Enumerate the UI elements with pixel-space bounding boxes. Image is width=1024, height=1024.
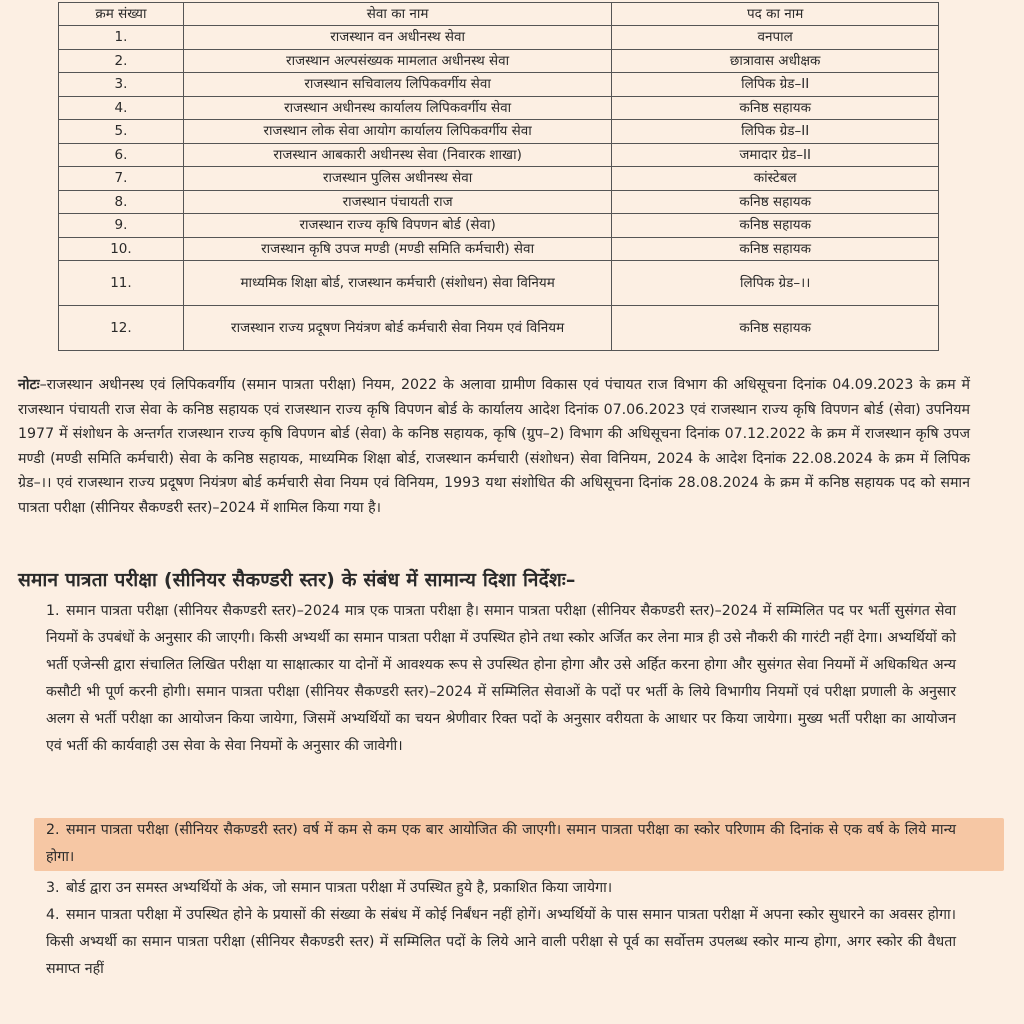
- cell-service: माध्यमिक शिक्षा बोर्ड, राजस्थान कर्मचारी (संशोधन) सेवा विनियम: [183, 261, 611, 306]
- cell-post: कनिष्ठ सहायक: [612, 214, 939, 238]
- note-text: –राजस्थान अधीनस्थ एवं लिपिकवर्गीय (समान पात्रता परीक्षा) नियम, 2022 के अलावा ग्रामीण विकास एवं पंचायत राज विभाग की अधिसूचना दिनांक 04.09.2023 के क्रम में राजस्थान पंचायती राज सेवा के कनिष्ठ सहायक एवं राजस्थान राज्य कृषि विपणन बोर्ड के कार्यालय आदेश दिनांक 07.06.2023 एवं राजस्थान राज्य कृषि विपणन बोर्ड (सेवा) उपनियम 1977 में संशोधन के अन्तर्गत राजस्थान राज्य कृषि विपणन बोर्ड (सेवा) के कनिष्ठ सहायक, कृषि (ग्रुप–2) विभाग की अधिसूचना दिनांक 07.12.2022 के क्रम में राजस्थान कृषि उपज मण्डी (मण्डी समिति कर्मचारी) सेवा के कनिष्ठ सहायक, माध्यमिक शिक्षा बोर्ड, राजस्थान कर्मचारी (संशोधन) सेवा विनियम, 2024 के आदेश दिनांक 22.08.2024 के क्रम में लिपिक ग्रेड–।। एवं राजस्थान राज्य प्रदूषण नियंत्रण बोर्ड कर्मचारी सेवा नियम एवं विनियम, 1993 यथा संशोधित की अधिसूचना दिनांक 28.08.2024 के क्रम में कनिष्ठ सहायक पद को समान पात्रता परीक्षा (सीनियर सैकण्डरी स्तर)–2024 में शामिल किया गया है।: [18, 377, 970, 516]
- cell-post: कनिष्ठ सहायक: [612, 96, 939, 120]
- table-row: [59, 261, 939, 306]
- cell-service: राजस्थान पंचायती राज: [183, 190, 611, 214]
- cell-service: राजस्थान राज्य प्रदूषण नियंत्रण बोर्ड कर्मचारी सेवा नियम एवं विनियम: [183, 306, 611, 351]
- table-row: [59, 190, 939, 214]
- header-service-name: सेवा का नाम: [183, 3, 611, 26]
- cell-post: कनिष्ठ सहायक: [612, 306, 939, 351]
- note-paragraph: [18, 373, 970, 520]
- item-number: 1.: [46, 603, 60, 619]
- item-number: 4.: [46, 907, 60, 923]
- table-row: [59, 73, 939, 97]
- item-number: 2.: [46, 822, 60, 838]
- cell-service: राजस्थान वन अधीनस्थ सेवा: [183, 26, 611, 50]
- cell-serial: 12.: [59, 306, 184, 351]
- table-row: [59, 120, 939, 144]
- header-post-name: पद का नाम: [612, 3, 939, 26]
- cell-service: राजस्थान अल्पसंख्यक मामलात अधीनस्थ सेवा: [183, 49, 611, 73]
- cell-serial: 7.: [59, 167, 184, 191]
- table-row: [59, 237, 939, 261]
- cell-serial: 4.: [59, 96, 184, 120]
- cell-serial: 11.: [59, 261, 184, 306]
- cell-service: राजस्थान कृषि उपज मण्डी (मण्डी समिति कर्मचारी) सेवा: [183, 237, 611, 261]
- services-table: [58, 2, 939, 351]
- table-row: [59, 306, 939, 351]
- header-serial: क्रम संख्या: [59, 3, 184, 26]
- table-row: [59, 49, 939, 73]
- guideline-item-4: [46, 902, 956, 983]
- cell-post: लिपिक ग्रेड–II: [612, 120, 939, 144]
- cell-serial: 5.: [59, 120, 184, 144]
- item-text: बोर्ड द्वारा उन समस्त अभ्यर्थियों के अंक, जो समान पात्रता परीक्षा में उपस्थित हुये है, प्रकाशित किया जायेगा।: [66, 880, 613, 896]
- table-header-row: [59, 3, 939, 26]
- cell-serial: 9.: [59, 214, 184, 238]
- cell-post: कांस्टेबल: [612, 167, 939, 191]
- item-text: समान पात्रता परीक्षा (सीनियर सैकण्डरी स्तर)–2024 मात्र एक पात्रता परीक्षा है। समान पात्रता परीक्षा (सीनियर सैकण्डरी स्तर)–2024 में सम्मिलित पद पर भर्ती सुसंगत सेवा नियमों के उपबंधों के अनुसार की जाएगी। किसी अभ्यर्थी का समान पात्रता परीक्षा में उपस्थित होने तथा स्कोर अर्जित कर लेना मात्र ही उसे नौकरी की गारंटी नहीं देगा। अभ्यर्थियों को भर्ती एजेन्सी द्वारा संचालित लिखित परीक्षा या साक्षात्कार या दोनों में आवश्यक रूप से उपस्थित होना होगा और उसे अर्हित करना होगा और सुसंगत सेवा नियमों में अधिकथित अन्य कसौटी भी पूर्ण करनी होगी। समान पात्रता परीक्षा (सीनियर सैकण्डरी स्तर)–2024 में सम्मिलित सेवाओं के पदों पर भर्ती के लिये विभागीय नियमों एवं परीक्षा प्रणाली के अनुसार अलग से भर्ती परीक्षा का आयोजन किया जायेगा, जिसमें अभ्यर्थियों का चयन श्रेणीवार रिक्त पदों के अनुसार वरीयता के आधार पर किया जायेगा। मुख्य भर्ती परीक्षा का आयोजन एवं भर्ती की कार्यवाही उस सेवा के सेवा नियमों के अनुसार की जावेगी।: [46, 603, 956, 754]
- cell-serial: 10.: [59, 237, 184, 261]
- cell-post: कनिष्ठ सहायक: [612, 237, 939, 261]
- table-row: [59, 167, 939, 191]
- item-number: 3.: [46, 880, 60, 896]
- table-row: [59, 26, 939, 50]
- cell-service: राजस्थान अधीनस्थ कार्यालय लिपिकवर्गीय सेवा: [183, 96, 611, 120]
- cell-serial: 2.: [59, 49, 184, 73]
- cell-service: राजस्थान राज्य कृषि विपणन बोर्ड (सेवा): [183, 214, 611, 238]
- cell-post: लिपिक ग्रेड–II: [612, 73, 939, 97]
- item-text: समान पात्रता परीक्षा (सीनियर सैकण्डरी स्तर) वर्ष में कम से कम एक बार आयोजित की जाएगी। समान पात्रता परीक्षा का स्कोर परिणाम की दिनांक से एक वर्ष के लिये मान्य होगा।: [46, 822, 956, 865]
- table-row: [59, 143, 939, 167]
- guideline-item-3: [46, 875, 956, 902]
- table-row: [59, 96, 939, 120]
- cell-serial: 6.: [59, 143, 184, 167]
- item-text: समान पात्रता परीक्षा में उपस्थित होने के प्रयासों की संख्या के संबंध में कोई निर्बंधन नहीं होगें। अभ्यर्थियों के पास समान पात्रता परीक्षा में अपना स्कोर सुधारने का अवसर होगा। किसी अभ्यर्थी का समान पात्रता परीक्षा (सीनियर सैकण्डरी स्तर) में सम्मिलित पदों के लिये आने वाली परीक्षा से पूर्व का सर्वोत्तम उपलब्ध स्कोर मान्य होगा, अगर स्कोर की वैधता समाप्त नहीं: [46, 907, 956, 977]
- table-row: [59, 214, 939, 238]
- cell-post: वनपाल: [612, 26, 939, 50]
- cell-service: राजस्थान पुलिस अधीनस्थ सेवा: [183, 167, 611, 191]
- cell-serial: 3.: [59, 73, 184, 97]
- cell-service: राजस्थान आबकारी अधीनस्थ सेवा (निवारक शाखा): [183, 143, 611, 167]
- note-label: नोटः: [18, 377, 40, 393]
- guideline-item-1: [46, 598, 956, 760]
- guideline-item-2: [46, 817, 956, 871]
- cell-post: छात्रावास अधीक्षक: [612, 49, 939, 73]
- section-heading: समान पात्रता परीक्षा (सीनियर सैकण्डरी स्तर) के संबंध में सामान्य दिशा निर्देशः–: [18, 569, 576, 591]
- cell-service: राजस्थान सचिवालय लिपिकवर्गीय सेवा: [183, 73, 611, 97]
- cell-post: जमादार ग्रेड–II: [612, 143, 939, 167]
- cell-post: लिपिक ग्रेड–।।: [612, 261, 939, 306]
- cell-service: राजस्थान लोक सेवा आयोग कार्यालय लिपिकवर्गीय सेवा: [183, 120, 611, 144]
- cell-serial: 8.: [59, 190, 184, 214]
- cell-post: कनिष्ठ सहायक: [612, 190, 939, 214]
- cell-serial: 1.: [59, 26, 184, 50]
